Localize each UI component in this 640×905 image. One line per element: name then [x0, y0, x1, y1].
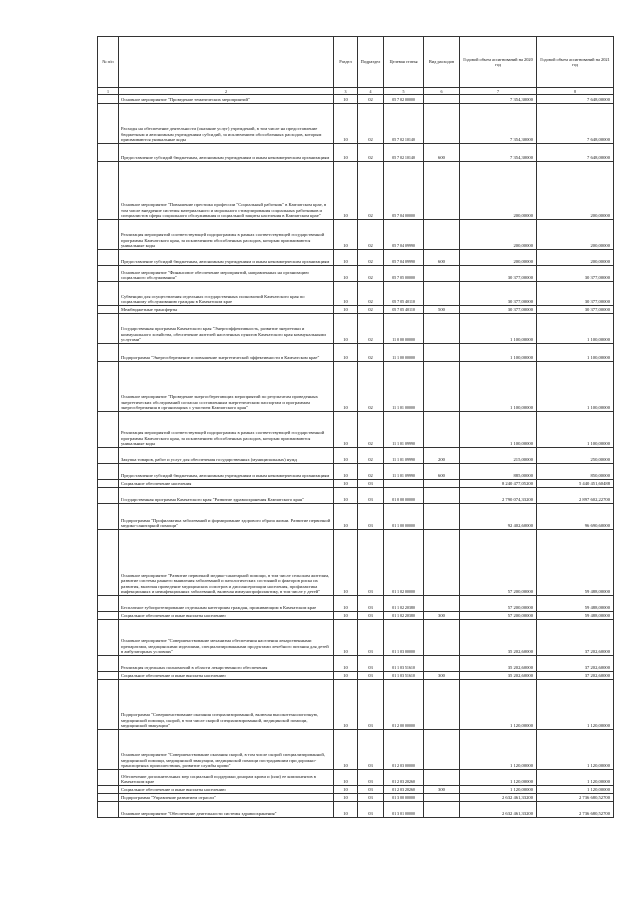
- row-amount-2021-cell: 850,00000: [537, 464, 614, 480]
- table-row: [98, 162, 614, 220]
- row-number-cell: [98, 266, 119, 282]
- budget-table: [97, 36, 614, 818]
- row-razdel-cell: 10: [334, 802, 358, 818]
- header-razdel: Раздел: [334, 37, 358, 88]
- row-number-cell: [98, 282, 119, 306]
- row-number-cell: [98, 794, 119, 802]
- header-year-2020: Годовой объем ассигнований на 2020 год: [460, 37, 537, 88]
- row-podrazdel-cell: 03: [358, 530, 384, 596]
- table-row: [98, 95, 614, 104]
- table-row: [98, 480, 614, 488]
- row-podrazdel-cell: 02: [358, 162, 384, 220]
- row-name-cell: Основное мероприятие "Проведение энергосберегающих мероприятий по результатам проведенных энергетических обследований согласно составленным энергетическим паспортам и программам энергосбережения в организациях с участием Камчатского края": [119, 362, 334, 412]
- row-name-cell: Расходы на обеспечение деятельности (оказание услуг) учреждений, в том числе на предоставление бюджетным и автономным учреждениям субсидий, за исключением обособленных расходов, которым присваиваются уникальные коды: [119, 104, 334, 144]
- row-razdel-cell: 10: [334, 412, 358, 448]
- table-row: [98, 266, 614, 282]
- row-target-article-cell: 01 1 02 00000: [384, 530, 424, 596]
- row-amount-2021-cell: 250,00000: [537, 448, 614, 464]
- row-amount-2020-cell: 7 354,30000: [460, 144, 537, 162]
- row-amount-2020-cell: 200,00000: [460, 250, 537, 266]
- row-target-article-cell: 11 1 01 00000: [384, 362, 424, 412]
- row-expense-type-cell: [424, 95, 460, 104]
- table-row: [98, 656, 614, 672]
- table-row: [98, 448, 614, 464]
- row-razdel-cell: 10: [334, 362, 358, 412]
- row-target-article-cell: 01 1 02 20380: [384, 612, 424, 620]
- row-number-cell: [98, 464, 119, 480]
- column-index: 8: [537, 88, 614, 95]
- row-amount-2021-cell: 7 648,00000: [537, 144, 614, 162]
- row-name-cell: Подпрограмма "Энергосбережение и повышение энергетической эффективности в Камчатском крае": [119, 344, 334, 362]
- row-target-article-cell: 01 1 03 00000: [384, 620, 424, 656]
- row-razdel-cell: 10: [334, 306, 358, 314]
- row-razdel-cell: 10: [334, 530, 358, 596]
- row-amount-2020-cell: 57 200,00000: [460, 596, 537, 612]
- table-row: [98, 596, 614, 612]
- row-amount-2021-cell: 1 120,00000: [537, 730, 614, 770]
- row-expense-type-cell: 600: [424, 250, 460, 266]
- row-number-cell: [98, 770, 119, 786]
- row-expense-type-cell: [424, 770, 460, 786]
- row-amount-2021-cell: 1 100,00000: [537, 344, 614, 362]
- table-row: [98, 282, 614, 306]
- row-name-cell: Основное мероприятие "Финансовое обеспечение мероприятий, направленных на организацию социального обслуживания": [119, 266, 334, 282]
- table-row: [98, 488, 614, 504]
- row-number-cell: [98, 530, 119, 596]
- row-expense-type-cell: [424, 412, 460, 448]
- row-expense-type-cell: 500: [424, 306, 460, 314]
- row-name-cell: Предоставление субсидий бюджетным, автономным учреждениям и иным некоммерческим организациям: [119, 250, 334, 266]
- row-name-cell: Социальное обеспечение и иные выплаты населению: [119, 672, 334, 680]
- row-razdel-cell: 10: [334, 464, 358, 480]
- row-podrazdel-cell: 02: [358, 282, 384, 306]
- row-amount-2020-cell: 92 402,60000: [460, 504, 537, 530]
- row-number-cell: [98, 104, 119, 144]
- row-razdel-cell: 10: [334, 344, 358, 362]
- row-expense-type-cell: [424, 480, 460, 488]
- row-razdel-cell: 10: [334, 794, 358, 802]
- row-podrazdel-cell: 03: [358, 794, 384, 802]
- row-number-cell: [98, 620, 119, 656]
- row-name-cell: Основное мероприятие "Совершенствование механизма обеспечения населения лекарственными препаратами, медицинскими изделиями, специализированными продуктами лечебного питания для детей в амбулаторных условиях": [119, 620, 334, 656]
- row-amount-2021-cell: 59 488,00000: [537, 530, 614, 596]
- table-row: [98, 786, 614, 794]
- row-name-cell: Социальное обеспечение и иные выплаты населению: [119, 786, 334, 794]
- row-razdel-cell: 10: [334, 680, 358, 730]
- table-row: [98, 104, 614, 144]
- row-expense-type-cell: [424, 596, 460, 612]
- header-num: № п/п: [98, 37, 119, 88]
- row-amount-2020-cell: 1 100,00000: [460, 344, 537, 362]
- table-row: [98, 680, 614, 730]
- row-expense-type-cell: 300: [424, 672, 460, 680]
- row-name-cell: Основное мероприятие "Проведение тематических мероприятий": [119, 95, 334, 104]
- header-expense-type: Вид расходов: [424, 37, 460, 88]
- row-name-cell: Социальное обеспечение населения: [119, 480, 334, 488]
- row-expense-type-cell: [424, 504, 460, 530]
- row-amount-2020-cell: 1 100,00000: [460, 362, 537, 412]
- row-expense-type-cell: 600: [424, 464, 460, 480]
- row-amount-2020-cell: 1 120,00000: [460, 786, 537, 794]
- row-podrazdel-cell: 02: [358, 412, 384, 448]
- row-amount-2021-cell: 30 377,00000: [537, 266, 614, 282]
- table-row: [98, 306, 614, 314]
- row-expense-type-cell: [424, 730, 460, 770]
- row-amount-2020-cell: 885,00000: [460, 464, 537, 480]
- row-podrazdel-cell: 02: [358, 104, 384, 144]
- header-row: [98, 37, 614, 88]
- row-number-cell: [98, 656, 119, 672]
- table-row: [98, 144, 614, 162]
- row-name-cell: Основное мероприятие "Повышение престижа профессии "Социальный работник" в Камчатском крае, в том числе внедрение системы материального и морального стимулирования социальных работников и специалистов сферы социального обслуживания и социальной защиты населения в Камчатском крае": [119, 162, 334, 220]
- row-expense-type-cell: [424, 620, 460, 656]
- column-index: 2: [119, 88, 334, 95]
- row-razdel-cell: 10: [334, 162, 358, 220]
- row-razdel-cell: 10: [334, 250, 358, 266]
- row-amount-2020-cell: 7 354,30000: [460, 104, 537, 144]
- row-amount-2021-cell: 59 488,00000: [537, 596, 614, 612]
- row-podrazdel-cell: 02: [358, 266, 384, 282]
- row-razdel-cell: 10: [334, 612, 358, 620]
- row-amount-2020-cell: 200,00000: [460, 162, 537, 220]
- row-podrazdel-cell: 02: [358, 95, 384, 104]
- table-row: [98, 464, 614, 480]
- row-target-article-cell: 01 2 03 00000: [384, 730, 424, 770]
- row-name-cell: Основное мероприятие "Развитие первичной медико-санитарной помощи, в том числе сельским жителям, развитие системы раннего выявления заболеваний и патологических состояний и факторов риска их развития, включая проведение медицинских осмотров и диспансеризации населения, профилактика инфекционных и неинфекционных заболеваний, включая иммунопрофилактику, в том числе у детей": [119, 530, 334, 596]
- table-row: [98, 314, 614, 344]
- row-podrazdel-cell: 03: [358, 504, 384, 530]
- row-number-cell: [98, 344, 119, 362]
- row-razdel-cell: 10: [334, 95, 358, 104]
- row-target-article-cell: 05 7 05 40110: [384, 306, 424, 314]
- row-razdel-cell: 10: [334, 314, 358, 344]
- row-amount-2021-cell: 5 440 451,60488: [537, 480, 614, 488]
- row-expense-type-cell: 300: [424, 786, 460, 794]
- row-number-cell: [98, 220, 119, 250]
- row-razdel-cell: 10: [334, 480, 358, 488]
- row-number-cell: [98, 412, 119, 448]
- header-year-2021: Годовой объем ассигнований на 2021 год: [537, 37, 614, 88]
- row-amount-2021-cell: 37 202,60000: [537, 620, 614, 656]
- row-name-cell: Социальное обеспечение и иные выплаты населению: [119, 612, 334, 620]
- row-amount-2021-cell: 2 736 680,52700: [537, 802, 614, 818]
- row-number-cell: [98, 672, 119, 680]
- row-razdel-cell: 10: [334, 144, 358, 162]
- row-target-article-cell: 01 3 01 00000: [384, 802, 424, 818]
- column-index: 5: [384, 88, 424, 95]
- row-target-article-cell: 05 7 04 09990: [384, 220, 424, 250]
- row-name-cell: Государственная программа Камчатского края "Энергоэффективность, развитие энергетики и коммунального хозяйства, обеспечение жителей населенных пунктов Камчатского края коммунальными услугами": [119, 314, 334, 344]
- row-amount-2020-cell: 2 790 074,33200: [460, 488, 537, 504]
- row-number-cell: [98, 480, 119, 488]
- row-target-article-cell: 11 1 00 00000: [384, 344, 424, 362]
- header-name: [119, 37, 334, 88]
- row-expense-type-cell: 600: [424, 144, 460, 162]
- row-podrazdel-cell: 02: [358, 344, 384, 362]
- table-body: [98, 95, 614, 818]
- row-podrazdel-cell: 02: [358, 306, 384, 314]
- row-amount-2020-cell: 30 377,00000: [460, 282, 537, 306]
- row-razdel-cell: 10: [334, 596, 358, 612]
- row-razdel-cell: 10: [334, 220, 358, 250]
- row-razdel-cell: 10: [334, 656, 358, 672]
- table-row: [98, 362, 614, 412]
- row-podrazdel-cell: 03: [358, 480, 384, 488]
- row-expense-type-cell: [424, 104, 460, 144]
- row-amount-2021-cell: 59 488,00000: [537, 612, 614, 620]
- row-name-cell: Основное мероприятие "Обеспечение деятельности системы здравоохранения": [119, 802, 334, 818]
- row-podrazdel-cell: 02: [358, 314, 384, 344]
- row-amount-2021-cell: 1 100,00000: [537, 314, 614, 344]
- row-podrazdel-cell: 02: [358, 464, 384, 480]
- row-amount-2020-cell: 1 100,00000: [460, 314, 537, 344]
- row-razdel-cell: 10: [334, 504, 358, 530]
- row-amount-2021-cell: 96 690,60000: [537, 504, 614, 530]
- row-amount-2021-cell: 1 120,00000: [537, 680, 614, 730]
- row-amount-2020-cell: 1 120,00000: [460, 680, 537, 730]
- table-row: [98, 412, 614, 448]
- table-row: [98, 220, 614, 250]
- row-razdel-cell: 10: [334, 786, 358, 794]
- row-name-cell: Закупка товаров, работ и услуг для обеспечения государственных (муниципальных) нужд: [119, 448, 334, 464]
- row-amount-2020-cell: 1 100,00000: [460, 412, 537, 448]
- row-amount-2020-cell: 2 632 461,33200: [460, 802, 537, 818]
- column-index: 1: [98, 88, 119, 95]
- row-name-cell: Обеспечение дополнительных мер социальной поддержки донорам крови и (или) ее компонентов в Камчатском крае: [119, 770, 334, 786]
- row-expense-type-cell: [424, 794, 460, 802]
- row-amount-2021-cell: 200,00000: [537, 220, 614, 250]
- row-number-cell: [98, 144, 119, 162]
- table-row: [98, 250, 614, 266]
- row-number-cell: [98, 362, 119, 412]
- row-number-cell: [98, 162, 119, 220]
- row-podrazdel-cell: 02: [358, 220, 384, 250]
- column-index-row: [98, 88, 614, 95]
- row-podrazdel-cell: 03: [358, 672, 384, 680]
- row-expense-type-cell: [424, 530, 460, 596]
- row-name-cell: Реализация мероприятий соответствующей подпрограммы в рамках соответствующей государственной программы Камчатского края, за исключением обособленных расходов, которым присваиваются уникальные коды: [119, 220, 334, 250]
- column-index: 7: [460, 88, 537, 95]
- row-expense-type-cell: [424, 488, 460, 504]
- row-target-article-cell: 01 2 03 20260: [384, 786, 424, 794]
- row-amount-2020-cell: 215,00000: [460, 448, 537, 464]
- row-name-cell: Предоставление субсидий бюджетным, автономным учреждениям и иным некоммерческим организациям: [119, 144, 334, 162]
- row-amount-2021-cell: 2 736 680,52700: [537, 794, 614, 802]
- row-amount-2021-cell: 1 120,00000: [537, 770, 614, 786]
- row-target-article-cell: 11 1 01 09990: [384, 464, 424, 480]
- row-podrazdel-cell: 03: [358, 656, 384, 672]
- table-row: [98, 504, 614, 530]
- row-number-cell: [98, 786, 119, 794]
- row-podrazdel-cell: 02: [358, 362, 384, 412]
- row-target-article-cell: 01 1 03 51610: [384, 672, 424, 680]
- row-number-cell: [98, 504, 119, 530]
- budget-table-sheet: [97, 36, 613, 818]
- column-index: 6: [424, 88, 460, 95]
- row-target-article-cell: 05 7 05 40110: [384, 282, 424, 306]
- row-target-article-cell: 01 0 00 00000: [384, 488, 424, 504]
- row-target-article-cell: 05 7 05 00000: [384, 266, 424, 282]
- row-podrazdel-cell: 03: [358, 620, 384, 656]
- row-podrazdel-cell: 03: [358, 680, 384, 730]
- row-razdel-cell: 10: [334, 620, 358, 656]
- row-expense-type-cell: [424, 656, 460, 672]
- table-row: [98, 612, 614, 620]
- header-podrazdel: Подраздел: [358, 37, 384, 88]
- row-target-article-cell: 11 1 01 09990: [384, 412, 424, 448]
- table-row: [98, 672, 614, 680]
- row-expense-type-cell: [424, 282, 460, 306]
- row-razdel-cell: 10: [334, 770, 358, 786]
- table-row: [98, 730, 614, 770]
- row-amount-2021-cell: 7 648,00000: [537, 104, 614, 144]
- row-razdel-cell: 10: [334, 282, 358, 306]
- row-name-cell: Подпрограмма "Управление развитием отрасли": [119, 794, 334, 802]
- row-target-article-cell: 05 7 02 00000: [384, 95, 424, 104]
- row-amount-2021-cell: 30 377,00000: [537, 282, 614, 306]
- row-amount-2021-cell: 37 202,60000: [537, 672, 614, 680]
- row-number-cell: [98, 314, 119, 344]
- table-row: [98, 620, 614, 656]
- row-target-article-cell: 01 1 03 51610: [384, 656, 424, 672]
- row-podrazdel-cell: 03: [358, 802, 384, 818]
- row-target-article-cell: 01 1 00 00000: [384, 504, 424, 530]
- row-amount-2020-cell: 1 120,00000: [460, 770, 537, 786]
- row-podrazdel-cell: 02: [358, 250, 384, 266]
- row-target-article-cell: 11 1 01 09990: [384, 448, 424, 464]
- row-amount-2020-cell: 30 377,00000: [460, 306, 537, 314]
- row-number-cell: [98, 95, 119, 104]
- row-expense-type-cell: [424, 220, 460, 250]
- row-target-article-cell: 05 7 02 10140: [384, 144, 424, 162]
- row-podrazdel-cell: 03: [358, 786, 384, 794]
- row-razdel-cell: 10: [334, 730, 358, 770]
- row-razdel-cell: 10: [334, 266, 358, 282]
- row-target-article-cell: 05 7 04 09990: [384, 250, 424, 266]
- row-amount-2021-cell: 37 202,60000: [537, 656, 614, 672]
- row-amount-2020-cell: 2 632 461,33200: [460, 794, 537, 802]
- row-amount-2020-cell: 7 354,30000: [460, 95, 537, 104]
- row-target-article-cell: 01 2 03 20260: [384, 770, 424, 786]
- row-name-cell: Бесплатное зубопротезирование отдельным категориям граждан, проживающим в Камчатском крае: [119, 596, 334, 612]
- row-expense-type-cell: 300: [424, 612, 460, 620]
- row-target-article-cell: 05 7 02 10140: [384, 104, 424, 144]
- row-amount-2020-cell: 57 200,00000: [460, 530, 537, 596]
- row-amount-2021-cell: 1 100,00000: [537, 412, 614, 448]
- row-number-cell: [98, 448, 119, 464]
- row-podrazdel-cell: 02: [358, 144, 384, 162]
- row-name-cell: Реализация отдельных полномочий в области лекарственного обеспечения: [119, 656, 334, 672]
- row-name-cell: Межбюджетные трансферты: [119, 306, 334, 314]
- row-razdel-cell: 10: [334, 448, 358, 464]
- table-row: [98, 344, 614, 362]
- row-razdel-cell: 10: [334, 488, 358, 504]
- row-name-cell: Подпрограмма "Совершенствование оказания специализированной, включая высокотехнологичную, медицинской помощи, скорой, в том числе скорой специализированной, медицинской помощи, медицинской эвакуации": [119, 680, 334, 730]
- row-expense-type-cell: [424, 802, 460, 818]
- row-amount-2020-cell: 1 120,00000: [460, 730, 537, 770]
- row-number-cell: [98, 612, 119, 620]
- row-amount-2021-cell: 2 897 602,22700: [537, 488, 614, 504]
- row-podrazdel-cell: 03: [358, 596, 384, 612]
- row-amount-2020-cell: 35 202,60000: [460, 656, 537, 672]
- row-target-article-cell: 05 7 04 00000: [384, 162, 424, 220]
- row-expense-type-cell: 200: [424, 448, 460, 464]
- row-target-article-cell: [384, 480, 424, 488]
- table-row: [98, 530, 614, 596]
- row-amount-2020-cell: 8 240 477,05200: [460, 480, 537, 488]
- row-expense-type-cell: [424, 344, 460, 362]
- row-amount-2021-cell: 200,00000: [537, 250, 614, 266]
- row-target-article-cell: 11 0 00 00000: [384, 314, 424, 344]
- row-razdel-cell: 10: [334, 104, 358, 144]
- row-amount-2021-cell: 200,00000: [537, 162, 614, 220]
- row-number-cell: [98, 730, 119, 770]
- row-target-article-cell: 01 2 00 00000: [384, 680, 424, 730]
- row-expense-type-cell: [424, 162, 460, 220]
- row-expense-type-cell: [424, 314, 460, 344]
- row-name-cell: Реализация мероприятий соответствующей подпрограммы в рамках соответствующей государственной программы Камчатского края, за исключением обособленных расходов, которым присваиваются уникальные коды: [119, 412, 334, 448]
- row-amount-2020-cell: 200,00000: [460, 220, 537, 250]
- row-podrazdel-cell: 03: [358, 488, 384, 504]
- header-target-article: Целевая статья: [384, 37, 424, 88]
- table-row: [98, 770, 614, 786]
- row-expense-type-cell: [424, 362, 460, 412]
- row-amount-2021-cell: 7 648,00000: [537, 95, 614, 104]
- row-number-cell: [98, 306, 119, 314]
- row-expense-type-cell: [424, 266, 460, 282]
- row-amount-2020-cell: 57 200,00000: [460, 612, 537, 620]
- table-row: [98, 794, 614, 802]
- row-podrazdel-cell: 03: [358, 612, 384, 620]
- row-amount-2020-cell: 35 202,60000: [460, 672, 537, 680]
- column-index: 3: [334, 88, 358, 95]
- row-razdel-cell: 10: [334, 672, 358, 680]
- row-name-cell: Основное мероприятие "Совершенствование оказания скорой, в том числе скорой специализированной, медицинской помощи, медицинской эвакуации, медицинской помощи пострадавшим при дорожно-транспортных происшествиях, развитие службы крови": [119, 730, 334, 770]
- row-amount-2021-cell: 1 120,00000: [537, 786, 614, 794]
- row-expense-type-cell: [424, 680, 460, 730]
- row-target-article-cell: 01 3 00 00000: [384, 794, 424, 802]
- row-podrazdel-cell: 03: [358, 770, 384, 786]
- row-podrazdel-cell: 03: [358, 730, 384, 770]
- row-podrazdel-cell: 02: [358, 448, 384, 464]
- row-name-cell: Субвенции для осуществления отдельных государственных полномочий Камчатского края по социальному обслуживанию граждан в Камчатском крае: [119, 282, 334, 306]
- row-number-cell: [98, 488, 119, 504]
- row-name-cell: Предоставление субсидий бюджетным, автономным учреждениям и иным некоммерческим организациям: [119, 464, 334, 480]
- row-number-cell: [98, 802, 119, 818]
- row-amount-2020-cell: 30 377,00000: [460, 266, 537, 282]
- row-number-cell: [98, 680, 119, 730]
- row-name-cell: Государственная программа Камчатского края "Развитие здравоохранения Камчатского края": [119, 488, 334, 504]
- row-name-cell: Подпрограмма "Профилактика заболеваний и формирование здорового образа жизни. Развитие первичной медико-санитарной помощи": [119, 504, 334, 530]
- row-amount-2021-cell: 1 100,00000: [537, 362, 614, 412]
- row-number-cell: [98, 596, 119, 612]
- row-amount-2020-cell: 35 202,60000: [460, 620, 537, 656]
- row-amount-2021-cell: 30 377,00000: [537, 306, 614, 314]
- table-row: [98, 802, 614, 818]
- column-index: 4: [358, 88, 384, 95]
- row-number-cell: [98, 250, 119, 266]
- row-target-article-cell: 01 1 02 20380: [384, 596, 424, 612]
